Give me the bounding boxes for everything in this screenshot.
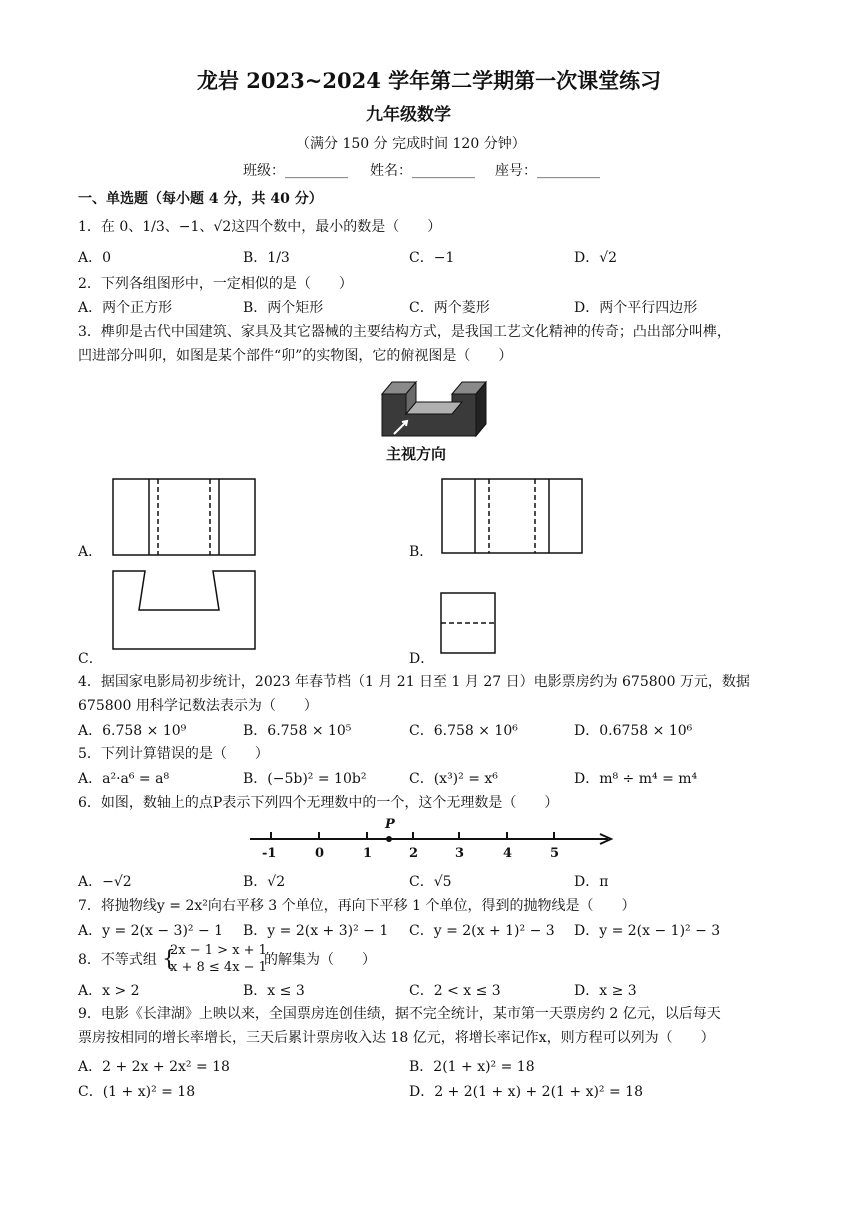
q2-option-d: D．两个平行四边形 bbox=[574, 300, 698, 316]
axis-tick-label: 1 bbox=[363, 846, 373, 861]
q4-option-b: B．6.758 × 10⁵ bbox=[243, 723, 352, 739]
q3-option-d-figure bbox=[440, 592, 496, 654]
q3-option-b-figure bbox=[441, 478, 583, 554]
view-direction-caption: 主视方向 bbox=[386, 445, 447, 463]
q3-option-c-figure bbox=[112, 570, 256, 650]
q9-option-c: C．(1 + x)² = 18 bbox=[78, 1084, 196, 1100]
axis-tick-label: 3 bbox=[455, 846, 465, 861]
q6-option-b: B．√2 bbox=[243, 874, 286, 890]
q8-inequality-2: x + 8 ≤ 4x − 1 bbox=[170, 960, 267, 975]
axis-tick-label: -1 bbox=[262, 846, 277, 861]
q8-option-d: D．x ≥ 3 bbox=[574, 983, 637, 999]
q5-option-c: C．(x³)² = x⁶ bbox=[409, 771, 498, 787]
q3-option-d: D． bbox=[409, 651, 435, 667]
q3-option-c: C． bbox=[78, 651, 103, 667]
q9-option-b: B．2(1 + x)² = 18 bbox=[409, 1059, 535, 1075]
q2-option-c: C．两个菱形 bbox=[409, 300, 490, 316]
q8-option-c: C．2 < x ≤ 3 bbox=[409, 983, 501, 999]
q3-option-a: A． bbox=[78, 544, 103, 560]
q4-option-c: C．6.758 × 10⁶ bbox=[409, 723, 518, 739]
axis-tick-label: 2 bbox=[409, 846, 419, 861]
q7-option-c: C．y = 2(x + 1)² − 3 bbox=[409, 923, 555, 939]
q9-stem-line1: 9．电影《长津湖》上映以来，全国票房连创佳绩，据不完全统计，某市第一天票房约 2 亿元，以后每天 bbox=[78, 1006, 721, 1022]
q7-option-d: D．y = 2(x − 1)² − 3 bbox=[574, 923, 721, 939]
point-p-label: P bbox=[385, 817, 395, 832]
q9-stem-line2: 票房按相同的增长率增长，三天后累计票房收入达 18 亿元，将增长率记作x，则方程可以列为（ ） bbox=[78, 1030, 715, 1046]
exam-info: （满分 150 分 完成时间 120 分钟） bbox=[296, 136, 526, 152]
section-heading: 一、单选题（每小题 4 分，共 40 分） bbox=[78, 191, 323, 207]
q4-stem-line1: 4．据国家电影局初步统计，2023 年春节档（1 月 21 日至 1 月 27 日）电影票房约为 675800 万元，数据 bbox=[78, 674, 750, 690]
q3-option-a-figure bbox=[112, 478, 256, 556]
class-field-label: 班级：_________ bbox=[243, 163, 348, 179]
seat-field-label: 座号：_________ bbox=[495, 163, 600, 179]
q1-stem: 1．在 0、1/3、−1、√2这四个数中，最小的数是（ ） bbox=[78, 219, 442, 235]
q7-option-a: A．y = 2(x − 3)² − 1 bbox=[78, 923, 224, 939]
q4-option-d: D．0.6758 × 10⁶ bbox=[574, 723, 693, 739]
q4-option-a: A．6.758 × 10⁹ bbox=[78, 723, 187, 739]
q6-stem: 6．如图，数轴上的点P表示下列四个无理数中的一个，这个无理数是（ ） bbox=[78, 795, 559, 811]
q6-option-a: A．−√2 bbox=[78, 874, 132, 890]
mortise-3d-figure bbox=[378, 378, 488, 440]
axis-tick-label: 0 bbox=[315, 846, 325, 861]
axis-tick-label: 5 bbox=[550, 846, 560, 861]
q8-option-b: B．x ≤ 3 bbox=[243, 983, 305, 999]
q3-stem-line2: 凹进部分叫卯，如图是某个部件“卯”的实物图，它的俯视图是（ ） bbox=[78, 348, 513, 364]
q8-stem-suffix: 的解集为（ ） bbox=[264, 952, 376, 968]
q2-stem: 2．下列各组图形中，一定相似的是（ ） bbox=[78, 276, 353, 292]
q5-stem: 5．下列计算错误的是（ ） bbox=[78, 746, 269, 762]
q1-option-a: A．0 bbox=[78, 250, 112, 266]
q1-option-b: B．1/3 bbox=[243, 250, 290, 266]
q8-inequality-1: 2x − 1 > x + 1 bbox=[170, 943, 267, 958]
q8-option-a: A．x > 2 bbox=[78, 983, 140, 999]
q3-stem-line1: 3．榫卯是古代中国建筑、家具及其它器械的主要结构方式，是我国工艺文化精神的传奇；凸出部分叫榫， bbox=[78, 324, 731, 340]
q7-option-b: B．y = 2(x + 3)² − 1 bbox=[243, 923, 389, 939]
page-subtitle: 九年级数学 bbox=[366, 105, 451, 125]
q5-option-a: A．a²·a⁶ = a⁸ bbox=[78, 771, 170, 787]
q5-option-d: D．m⁸ ÷ m⁴ = m⁴ bbox=[574, 771, 698, 787]
q9-option-d: D．2 + 2(1 + x) + 2(1 + x)² = 18 bbox=[409, 1084, 643, 1100]
q2-option-a: A．两个正方形 bbox=[78, 300, 173, 316]
q1-option-c: C．−1 bbox=[409, 250, 455, 266]
q3-option-b: B． bbox=[409, 544, 434, 560]
q2-option-b: B．两个矩形 bbox=[243, 300, 324, 316]
q7-stem: 7．将抛物线y = 2x²向右平移 3 个单位，再向下平移 1 个单位，得到的抛物线是（ ） bbox=[78, 898, 636, 914]
q6-option-d: D．π bbox=[574, 874, 609, 890]
q6-option-c: C．√5 bbox=[409, 874, 452, 890]
page-title: 龙岩 2023~2024 学年第二学期第一次课堂练习 bbox=[197, 68, 662, 93]
q4-stem-line2: 675800 用科学记数法表示为（ ） bbox=[78, 698, 318, 714]
inequality-brace: { bbox=[162, 947, 176, 972]
name-field-label: 姓名：_________ bbox=[370, 163, 475, 179]
q9-option-a: A．2 + 2x + 2x² = 18 bbox=[78, 1059, 230, 1075]
q1-option-d: D．√2 bbox=[574, 250, 618, 266]
q5-option-b: B．(−5b)² = 10b² bbox=[243, 771, 367, 787]
q8-stem-prefix: 8．不等式组 bbox=[78, 952, 157, 968]
number-line bbox=[248, 814, 618, 864]
axis-tick-label: 4 bbox=[503, 846, 513, 861]
